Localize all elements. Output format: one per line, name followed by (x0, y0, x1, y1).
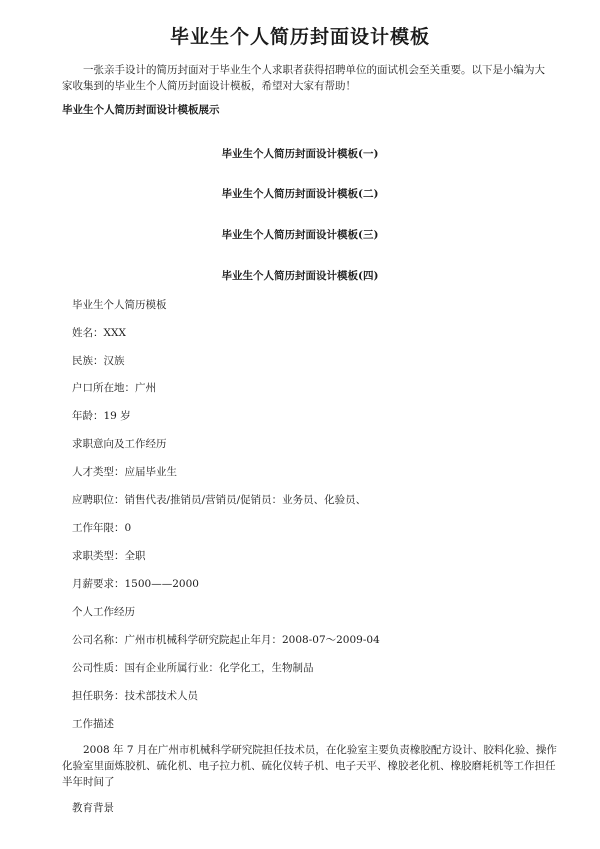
template-heading-2: 毕业生个人简历封面设计模板(二) (221, 188, 379, 200)
template-heading-1: 毕业生个人简历封面设计模板(一) (221, 148, 379, 160)
education-heading: 教育背景 (72, 802, 114, 814)
template-heading-3: 毕业生个人简历封面设计模板(三) (221, 229, 379, 241)
resume-position-held: 担任职务：技术部技术人员 (72, 690, 198, 702)
resume-hukou: 户口所在地：广州 (72, 382, 156, 394)
resume-age: 年龄：19 岁 (72, 410, 131, 422)
intro-paragraph: 一张亲手设计的简历封面对于毕业生个人求职者获得招聘单位的面试机会至关重要。以下是小编为大家收集到的毕业生个人简历封面设计模板，希望对大家有帮助！ (62, 64, 545, 92)
resume-work-description-heading: 工作描述 (72, 718, 114, 730)
resume-title: 毕业生个人简历模板 (72, 299, 167, 311)
resume-talent-type: 人才类型：应届毕业生 (72, 466, 177, 478)
section-heading: 毕业生个人简历封面设计模板展示 (62, 104, 220, 116)
resume-work-experience-heading: 个人工作经历 (72, 606, 135, 618)
resume-job-type: 求职类型：全职 (72, 550, 146, 562)
resume-company-nature: 公司性质：国有企业所属行业：化学化工，生物制品 (72, 662, 314, 674)
resume-ethnicity: 民族：汉族 (72, 355, 125, 367)
resume-job-intent-heading: 求职意向及工作经历 (72, 438, 167, 450)
resume-name: 姓名：XXX (72, 327, 126, 339)
resume-salary: 月薪要求：1500——2000 (72, 578, 199, 590)
resume-applied-position: 应聘职位：销售代表/推销员/营销员/促销员：业务员、化验员、 (72, 494, 367, 506)
template-heading-4: 毕业生个人简历封面设计模板(四) (221, 270, 379, 282)
resume-company: 公司名称：广州市机械科学研究院起止年月：2008-07～2009-04 (72, 634, 380, 646)
work-description-paragraph: 2008 年 7 月在广州市机械科学研究院担任技术员，在化验室主要负责橡胶配方设计、胶料化验、操作化验室里面炼胶机、硫化机、电子拉力机、硫化仪转子机、电子天平、橡胶老化机、橡胶磨耗机等工作担任半年时间了 (62, 744, 557, 788)
document-title: 毕业生个人简历封面设计模板 (169, 26, 430, 48)
resume-work-years: 工作年限：0 (72, 522, 132, 534)
